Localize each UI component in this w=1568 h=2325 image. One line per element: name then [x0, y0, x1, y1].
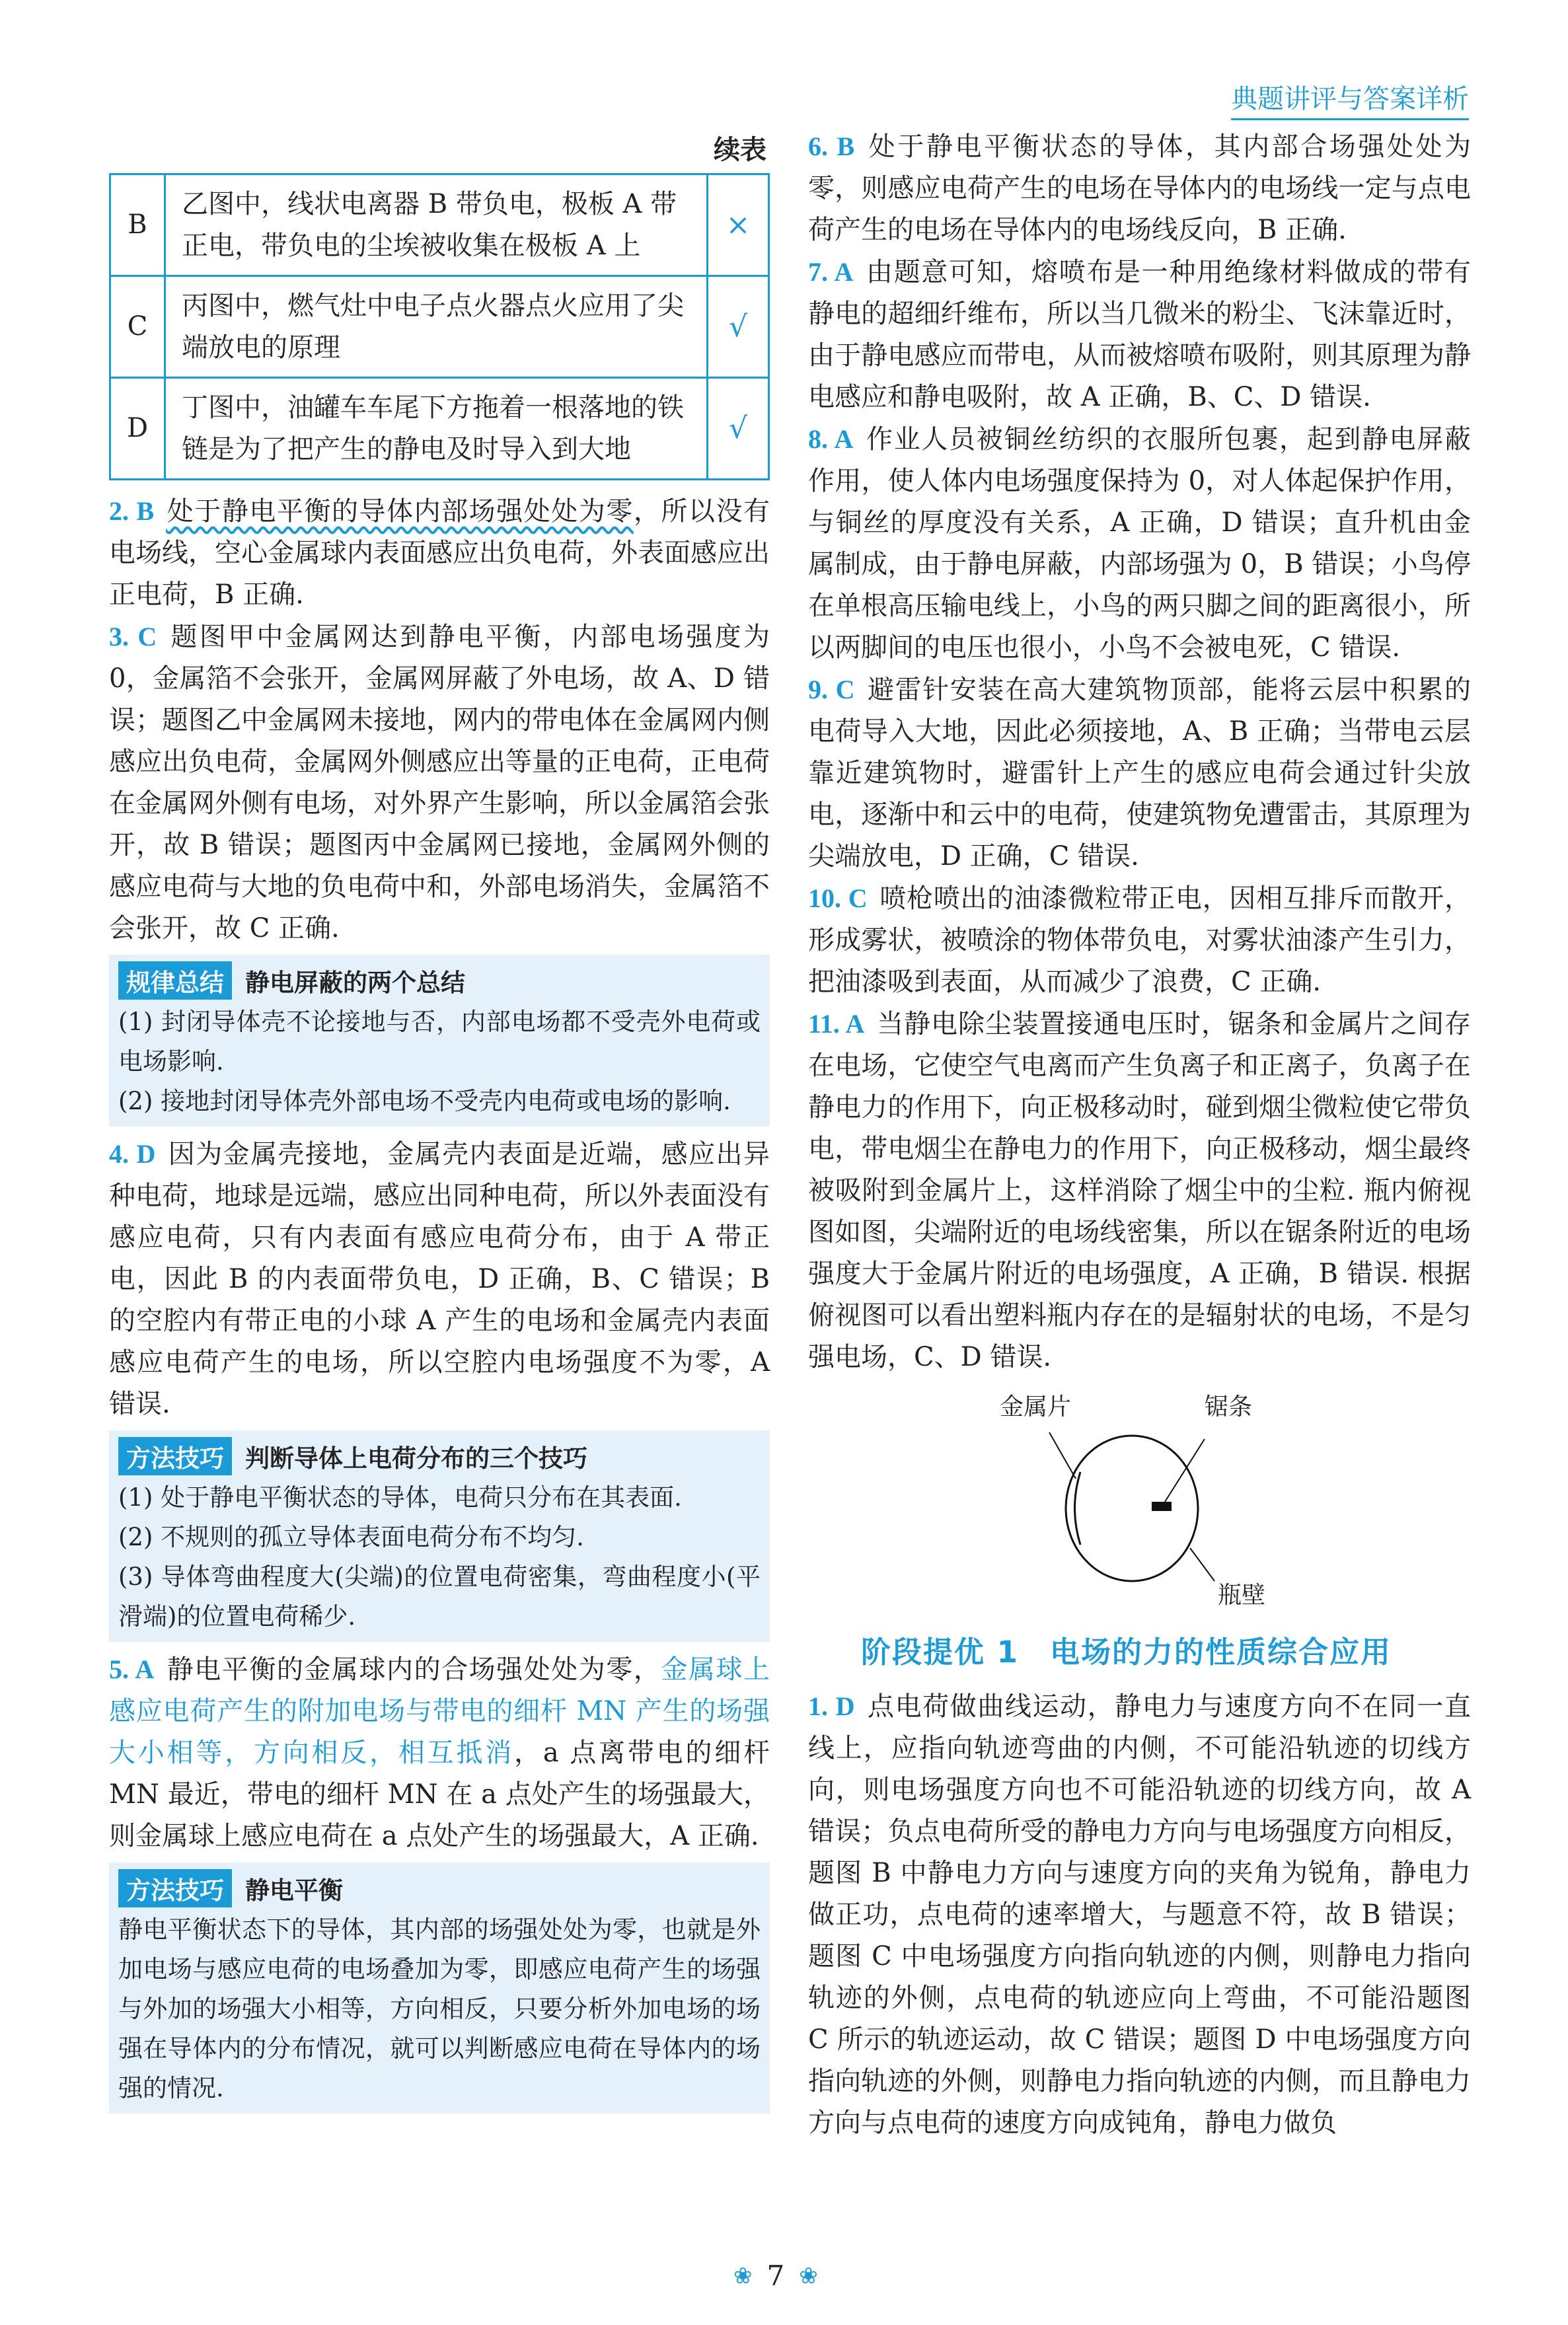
- bottle-diagram-svg: [808, 1393, 1471, 1611]
- table-row: [110, 276, 769, 378]
- wall-leader: [1190, 1548, 1214, 1581]
- stage-answer-1: [808, 1685, 1471, 2144]
- highlight-text: 金属球上感应电荷产生的附加电场与带电的细杆 MN 产生的场强大小相等，方向相反，相互抵消: [109, 1654, 770, 1768]
- answer-5: [109, 1648, 770, 1857]
- answer-text: 避雷针安装在高大建筑物顶部，能将云层中积累的电荷导入大地，因此必须接地，A、B 正确；当带电云层靠近建筑物时，避雷针上产生的感应电荷会通过针尖放电，逐渐中和云中的电荷，使建筑物免遭雷击，其原理为尖端放电，D 正确，C 错误.: [808, 675, 1472, 871]
- box-title: 判断导体上电荷分布的三个技巧: [245, 1444, 587, 1473]
- answer-text: 当静电除尘装置接通电压时，锯条和金属片之间存在电场，它使空气电离而产生负离子和正离子，负离子在静电力的作用下，向正极移动时，碰到烟尘微粒使它带负电，带电烟尘在静电力的作用下，向正极移动，烟尘最终被吸附到金属片上，这样消除了烟尘中的尘粒. 瓶内俯视图如图，尖端附近的电场线密集，所以在锯条附近的电场强度大于金属片附近的电场强度，A 正确，B 错误. 根据俯视图可以看出塑料瓶内存在的是辐射状的电场，不是匀强电场，C、D 错误.: [808, 1009, 1471, 1372]
- method-box: [109, 1430, 770, 1642]
- answer-number: 10. C: [808, 883, 868, 913]
- table-row: [110, 378, 769, 480]
- decoration-icon: ❀: [733, 2263, 753, 2289]
- footer: [733, 2260, 818, 2293]
- box-item: (3) 导体弯曲程度大(尖端)的位置电荷密集，弯曲程度小(平滑端)的位置电荷稀少.: [118, 1563, 761, 1631]
- answer-text: 点电荷做曲线运动，静电力与速度方向不在同一直线上，应指向轨迹弯曲的内侧，不可能沿轨迹的切线方向，则电场强度方向也不可能沿轨迹的切线方向，故 A 错误；负点电荷所受的静电力方向与电场强度方向相反，题图 B 中静电力方向与速度方向的夹角为锐角，静电力做正功，点电荷的速率增大，与题意不符，故 B 错误；题图 C 中电场强度方向指向轨迹的内侧，则静电力指向轨迹的外侧，点电荷的轨迹应向上弯曲，不可能沿题图 C 所示的轨迹运动，故 C 错误；题图 D 中电场强度方向指向轨迹的外侧，则静电力指向轨迹的内侧，而且静电力方向与点电荷的速度方向成钝角，静电力做负: [808, 1691, 1472, 2138]
- check-icon: √: [708, 378, 769, 480]
- bottle-wall-circle: [1066, 1436, 1198, 1581]
- answer-number: 6. B: [808, 131, 855, 161]
- label-saw-blade: 锯条: [1205, 1393, 1253, 1421]
- answer-text: 喷枪喷出的油漆微粒带正电，因相互排斥而散开，形成雾状，被喷涂的物体带负电，对雾状油漆产生引力，把油漆吸到表面，从而减少了浪费，C 正确.: [808, 883, 1472, 997]
- method-box: [109, 1863, 770, 2114]
- box-tag: 方法技巧: [118, 1437, 232, 1475]
- box-item: (2) 接地封闭导体壳外部电场不受壳内电荷或电场的影响.: [118, 1087, 731, 1115]
- answer-text: 处于静电平衡状态的导体，其内部合场强处处为零，则感应电荷产生的电场在导体内的电场线一定与点电荷产生的电场在导体内的电场线反向，B 正确.: [808, 131, 1472, 245]
- label-bottle-wall: 瓶壁: [1218, 1582, 1266, 1609]
- box-title: 静电平衡: [245, 1876, 343, 1905]
- saw-blade-rect: [1152, 1502, 1172, 1511]
- table-caption: 续表: [714, 135, 766, 165]
- label-metal-plate: 金属片: [1000, 1393, 1072, 1421]
- metal-plate-arc: [1075, 1472, 1081, 1545]
- box-text: 静电平衡状态下的导体，其内部的场强处处为零，也就是外加电场与感应电荷的电场叠加为零，即感应电荷产生的场强与外加的场强大小相等，方向相反，只要分析外加电场的场强在导体内的分布情况，就可以判断感应电荷在导体内的场强的情况.: [118, 1915, 761, 2102]
- answer-number: 2. B: [109, 496, 155, 526]
- page-number: 7: [766, 2260, 785, 2292]
- box-item: (2) 不规则的孤立导体表面电荷分布不均匀.: [118, 1523, 584, 1551]
- answer-10: [808, 877, 1471, 1003]
- answer-4: [109, 1133, 770, 1425]
- answer-7: [808, 251, 1471, 418]
- text-cell: 丙图中，燃气灶中电子点火器点火应用了尖端放电的原理: [165, 276, 708, 378]
- answer-number: 7. A: [808, 257, 854, 287]
- answer-text: ，所以没有电场线，空心金属球内表面感应出负电荷，外表面感应出正电荷，B 正确.: [109, 496, 770, 610]
- text-cell: 丁图中，油罐车车尾下方拖着一根落地的铁链是为了把产生的静电及时导入到大地: [165, 378, 708, 480]
- answer-number: 4. D: [109, 1139, 156, 1169]
- cross-icon: ×: [708, 174, 769, 276]
- answer-number: 3. C: [109, 622, 157, 651]
- answer-number: 11. A: [808, 1009, 865, 1039]
- answer-11: [808, 1003, 1471, 1378]
- answer-text: ，a 点离带电的细杆 MN 最近，带电的细杆 MN 在 a 点处产生的场强最大，则金属球上感应电荷在 a 点处产生的场强最大，A 正确.: [109, 1738, 770, 1851]
- answer-number: 8. A: [808, 424, 854, 454]
- text-cell: 乙图中，线状电离器 B 带负电，极板 A 带正电，带负电的尘埃被收集在极板 A 上: [165, 174, 708, 276]
- bottle-diagram: [808, 1393, 1471, 1611]
- option-cell: B: [110, 174, 165, 276]
- right-column: [808, 126, 1471, 2144]
- answer-number: 1. D: [808, 1691, 855, 1721]
- left-column: [109, 490, 770, 2114]
- answer-6: [808, 126, 1471, 251]
- box-tag: 规律总结: [118, 961, 232, 1000]
- answer-table: [109, 173, 770, 480]
- answer-text: 由题意可知，熔喷布是一种用绝缘材料做成的带有静电的超细纤维布，所以当几微米的粉尘、飞沫靠近时，由于静电感应而带电，从而被熔喷布吸附，则其原理为静电感应和静电吸附，故 A 正确，B、C、D 错误.: [808, 257, 1472, 412]
- box-item: (1) 处于静电平衡状态的导体，电荷只分布在其表面.: [118, 1483, 682, 1512]
- answer-number: 9. C: [808, 675, 855, 704]
- answer-text: 静电平衡的金属球内的合场强处处为零，: [166, 1654, 661, 1685]
- answer-text: 因为金属壳接地，金属壳内表面是近端，感应出异种电荷，地球是远端，感应出同种电荷，所以外表面没有感应电荷，只有内表面有感应电荷分布，由于 A 带正电，因此 B 的内表面带负电，D 正确，B、C 错误；B 的空腔内有带正电的小球 A 产生的电场和金属壳内表面感应电荷产生的电场，所以空腔内电场强度不为零，A 错误.: [109, 1139, 770, 1419]
- summary-box: [109, 955, 770, 1126]
- answer-9: [808, 669, 1471, 877]
- key-point-underline: 处于静电平衡的导体内部场强处处为零: [166, 496, 634, 527]
- header-title: 典题讲评与答案详析: [1231, 78, 1469, 120]
- option-cell: C: [110, 276, 165, 378]
- box-item: (1) 封闭导体壳不论接地与否，内部电场都不受壳外电荷或电场影响.: [118, 1008, 761, 1076]
- box-tag: 方法技巧: [118, 1869, 232, 1907]
- check-icon: √: [708, 276, 769, 378]
- answer-2: [109, 490, 770, 616]
- plate-leader: [1049, 1432, 1076, 1479]
- option-cell: D: [110, 378, 165, 480]
- decoration-icon: ❀: [799, 2263, 818, 2289]
- table-row: [110, 174, 769, 276]
- answer-3: [109, 616, 770, 949]
- answer-number: 5. A: [109, 1654, 155, 1684]
- section-title: 阶段提优 1 电场的力的性质综合应用: [861, 1635, 1392, 1670]
- box-title: 静电屏蔽的两个总结: [245, 969, 465, 997]
- answer-text: 作业人员被铜丝纺织的衣服所包裹，起到静电屏蔽作用，使人体内电场强度保持为 0，对人体起保护作用，与铜丝的厚度没有关系，A 正确，D 错误；直升机由金属制成，由于静电屏蔽，内部场强为 0，B 错误；小鸟停在单根高压输电线上，小鸟的两只脚之间的距离很小，所以两脚间的电压也很小，小鸟不会被电死，C 错误.: [808, 424, 1472, 663]
- answer-text: 题图甲中金属网达到静电平衡，内部电场强度为 0，金属箔不会张开，金属网屏蔽了外电场，故 A、D 错误；题图乙中金属网未接地，网内的带电体在金属网内侧感应出负电荷，金属网外侧感应出等量的正电荷，正电荷在金属网外侧有电场，对外界产生影响，所以金属箔会张开，故 B 错误；题图丙中金属网已接地，金属网外侧的感应电荷与大地的负电荷中和，外部电场消失，金属箔不会张开，故 C 正确.: [109, 622, 770, 943]
- answer-8: [808, 418, 1471, 669]
